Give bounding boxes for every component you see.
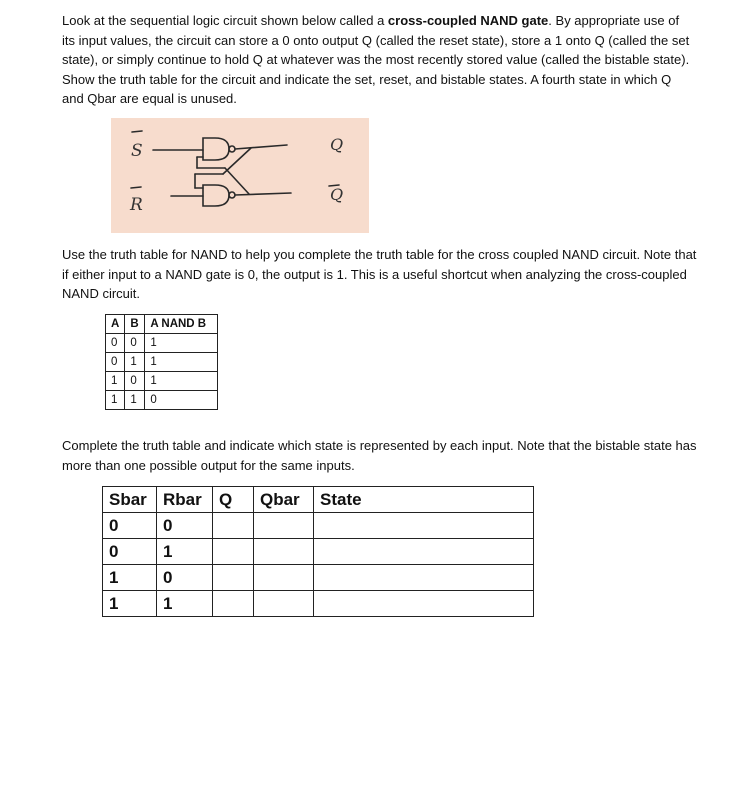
table-row — [106, 334, 218, 353]
header-state: State — [314, 487, 534, 513]
intro-term: cross-coupled NAND gate — [387, 13, 549, 28]
table-cell: 1 — [103, 565, 157, 591]
q-bar-label: Q — [330, 185, 344, 204]
table-cell: 0 — [145, 391, 218, 410]
header-sbar: Sbar — [103, 487, 157, 513]
table-cell: 1 — [145, 353, 218, 372]
answer-cell-qbar[interactable] — [254, 591, 314, 617]
table-cell: 0 — [106, 334, 125, 353]
circuit-photo — [111, 118, 369, 233]
table-row — [106, 391, 218, 410]
table-row — [103, 565, 534, 591]
answer-cell-state[interactable] — [314, 513, 534, 539]
table-cell: 1 — [106, 391, 125, 410]
answer-cell-state[interactable] — [314, 591, 534, 617]
complete-instructions: Complete the truth table and indicate which state is represented by each input. Note that the bistable state has more than one possible output for the same inputs. — [62, 438, 697, 473]
table-header-row — [106, 315, 218, 334]
table-cell: 1 — [157, 539, 213, 565]
table-row — [106, 372, 218, 391]
table-cell: 0 — [103, 539, 157, 565]
table-row — [106, 353, 218, 372]
circuit-diagram — [111, 118, 369, 233]
table-row — [103, 539, 534, 565]
intro-text-start: Look at the sequential logic circuit shown below called a — [62, 13, 388, 28]
answer-cell-state[interactable] — [314, 565, 534, 591]
table-cell: 1 — [125, 391, 145, 410]
table-cell: 1 — [125, 353, 145, 372]
header-qbar: Qbar — [254, 487, 314, 513]
answer-cell-qbar[interactable] — [254, 539, 314, 565]
answer-cell-q[interactable] — [213, 565, 254, 591]
intro-text-end: . By appropriate use of its input values, the circuit can store a 0 onto output Q (called the reset state), store a 1 onto Q (called the set state), or simply continue to hold Q at whatever was the most recently stored value (called the bistable state). Show the truth table for the circuit and indicate the set, reset, and bistable states. A fourth state in which Q and Qbar are equal is unused. — [62, 13, 690, 106]
r-bar-label: R — [130, 195, 143, 215]
answer-cell-qbar[interactable] — [254, 513, 314, 539]
header-b: B — [125, 315, 145, 334]
table-cell: 1 — [145, 334, 218, 353]
table-row — [103, 513, 534, 539]
header-q: Q — [213, 487, 254, 513]
nand-truth-table — [105, 314, 218, 410]
table-cell: 1 — [145, 372, 218, 391]
answer-cell-q[interactable] — [213, 513, 254, 539]
answer-cell-q[interactable] — [213, 539, 254, 565]
table-cell: 1 — [157, 591, 213, 617]
table-cell: 0 — [125, 372, 145, 391]
header-rbar: Rbar — [157, 487, 213, 513]
table-cell: 1 — [103, 591, 157, 617]
table-cell: 0 — [125, 334, 145, 353]
q-label: Q — [330, 135, 344, 154]
table-header-row — [103, 487, 534, 513]
cross-coupled-truth-table — [102, 486, 534, 617]
header-a-nand-b: A NAND B — [145, 315, 218, 334]
answer-cell-q[interactable] — [213, 591, 254, 617]
intro-paragraph — [62, 11, 692, 109]
table-row — [103, 591, 534, 617]
table-cell: 0 — [106, 353, 125, 372]
table-cell: 0 — [103, 513, 157, 539]
s-bar-label: S — [131, 141, 143, 161]
answer-cell-qbar[interactable] — [254, 565, 314, 591]
table-cell: 0 — [157, 513, 213, 539]
table-cell: 0 — [157, 565, 213, 591]
header-a: A — [106, 315, 125, 334]
table-cell: 1 — [106, 372, 125, 391]
answer-cell-state[interactable] — [314, 539, 534, 565]
nand-instructions: Use the truth table for NAND to help you complete the truth table for the cross coupled NAND circuit. Note that if either input to a NAND gate is 0, the output is 1. This is a useful shortcut when analyzing the cross-coupled NAND circuit. — [62, 247, 697, 301]
